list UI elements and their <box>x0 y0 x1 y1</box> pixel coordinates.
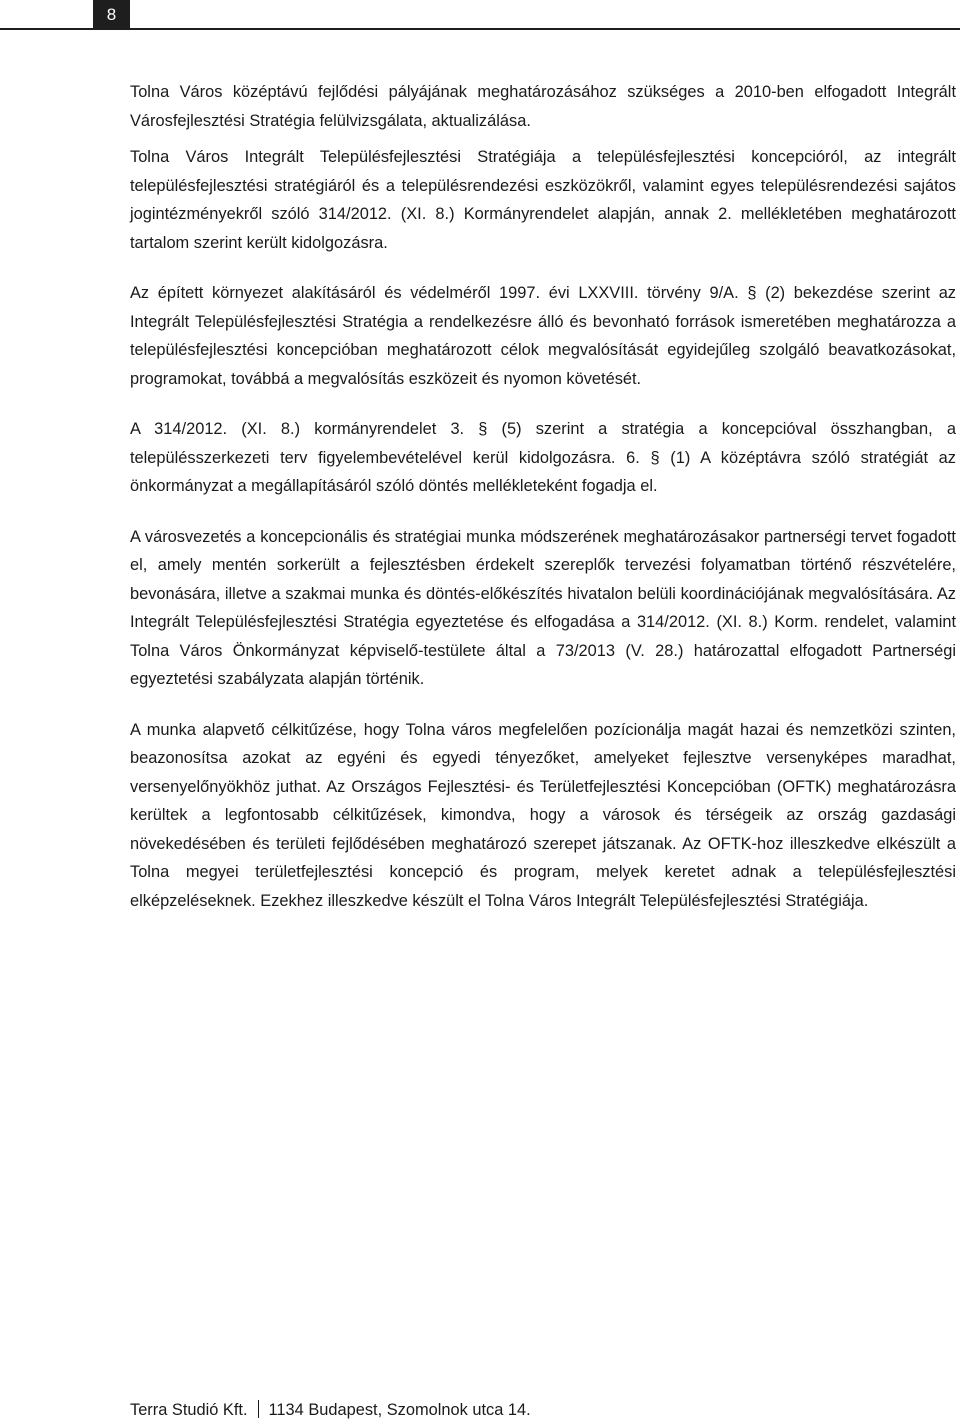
page-header <box>0 0 960 30</box>
paragraph-objectives: A munka alapvető célkitűzése, hogy Tolna város megfelelően pozícionálja magát hazai és nemzetközi szinten, beazonosítsa azokat az egyéni és egyedi tényezőket, amelyeket fejlesztve versenyképes maradhat, versenyelőnyökhöz juthat. Az Országos Fejlesztési- és Területfejlesztési Koncepcióban (OFTK) meghatározásra kerültek a legfontosabb célkitűzések, kimondva, hogy a városok és térségeik az ország gazdasági növekedésében és területi fejlődésében meghatározó szerepet játszanak. Az OFTK-hoz illeszkedve elkészült a Tolna megyei területfejlesztési koncepció és program, melyek keretet adnak a településfejlesztési elképzeléseknek. Ezekhez illeszkedve készült el Tolna Város Integrált Településfejlesztési Stratégiája. <box>130 720 956 910</box>
footer-address: 1134 Budapest, Szomolnok utca 14. <box>268 1401 531 1419</box>
document-body <box>130 78 956 937</box>
paragraph-strategy-basis: Tolna Város Integrált Településfejlesztési Stratégiája a településfejlesztési koncepcióról, az integrált településfejlesztési stratégiáról és a településrendezési eszközökről, valamint egyes településrendezési sajátos jogintézményekről szóló 314/2012. (XI. 8.) Kormányrendelet alapján, annak 2. mellékletében meghatározott tartalom szerint került kidolgozásra. <box>130 148 956 252</box>
footer-company: Terra Studió Kft. <box>130 1401 248 1419</box>
page-number: 8 <box>93 0 130 30</box>
paragraph-government-decree: A 314/2012. (XI. 8.) kormányrendelet 3. § (5) szerint a stratégia a koncepcióval összhangban, a településszerkezeti terv figyelembevételével kerül kidolgozásra. 6. § (1) A középtávra szóló stratégiát az önkormányzat a megállapításáról szóló döntés mellékleteként fogadja el. <box>130 420 956 495</box>
paragraph-law-reference: Az épített környezet alakításáról és védelméről 1997. évi LXXVIII. törvény 9/A. § (2) bekezdése szerint az Integrált Településfejlesztési Stratégia a rendelkezésre álló és bevonható források ismeretében meghatározza a településfejlesztési koncepcióban meghatározott célok megvalósítását egyidejűleg szolgáló beavatkozásokat, programokat, továbbá a megvalósítás eszközeit és nyomon követését. <box>130 284 956 388</box>
page-footer <box>130 1398 531 1422</box>
paragraph-partnership: A városvezetés a koncepcionális és stratégiai munka módszerének meghatározásakor partnerségi tervet fogadott el, amely mentén sorkerült a fejlesztésben érdekelt szereplők tervezési folyamatban történő részvételére, bevonására, illetve a szakmai munka és döntés-előkészítés hivatalon belüli koordinációjának megvalósítására. Az Integrált Településfejlesztési Stratégia egyeztetése és elfogadása a 314/2012. (XI. 8.) Korm. rendelet, valamint Tolna Város Önkormányzat képviselő-testülete által a 73/2013 (V. 28.) határozattal elfogadott Partnerségi egyeztetési szabályzata alapján történik. <box>130 527 956 688</box>
paragraph-intro: Tolna Város középtávú fejlődési pályájának meghatározásához szükséges a 2010-ben elfogadott Integrált Városfejlesztési Stratégia felülvizsgálata, aktualizálása. <box>130 83 956 130</box>
footer-divider <box>258 1400 259 1418</box>
